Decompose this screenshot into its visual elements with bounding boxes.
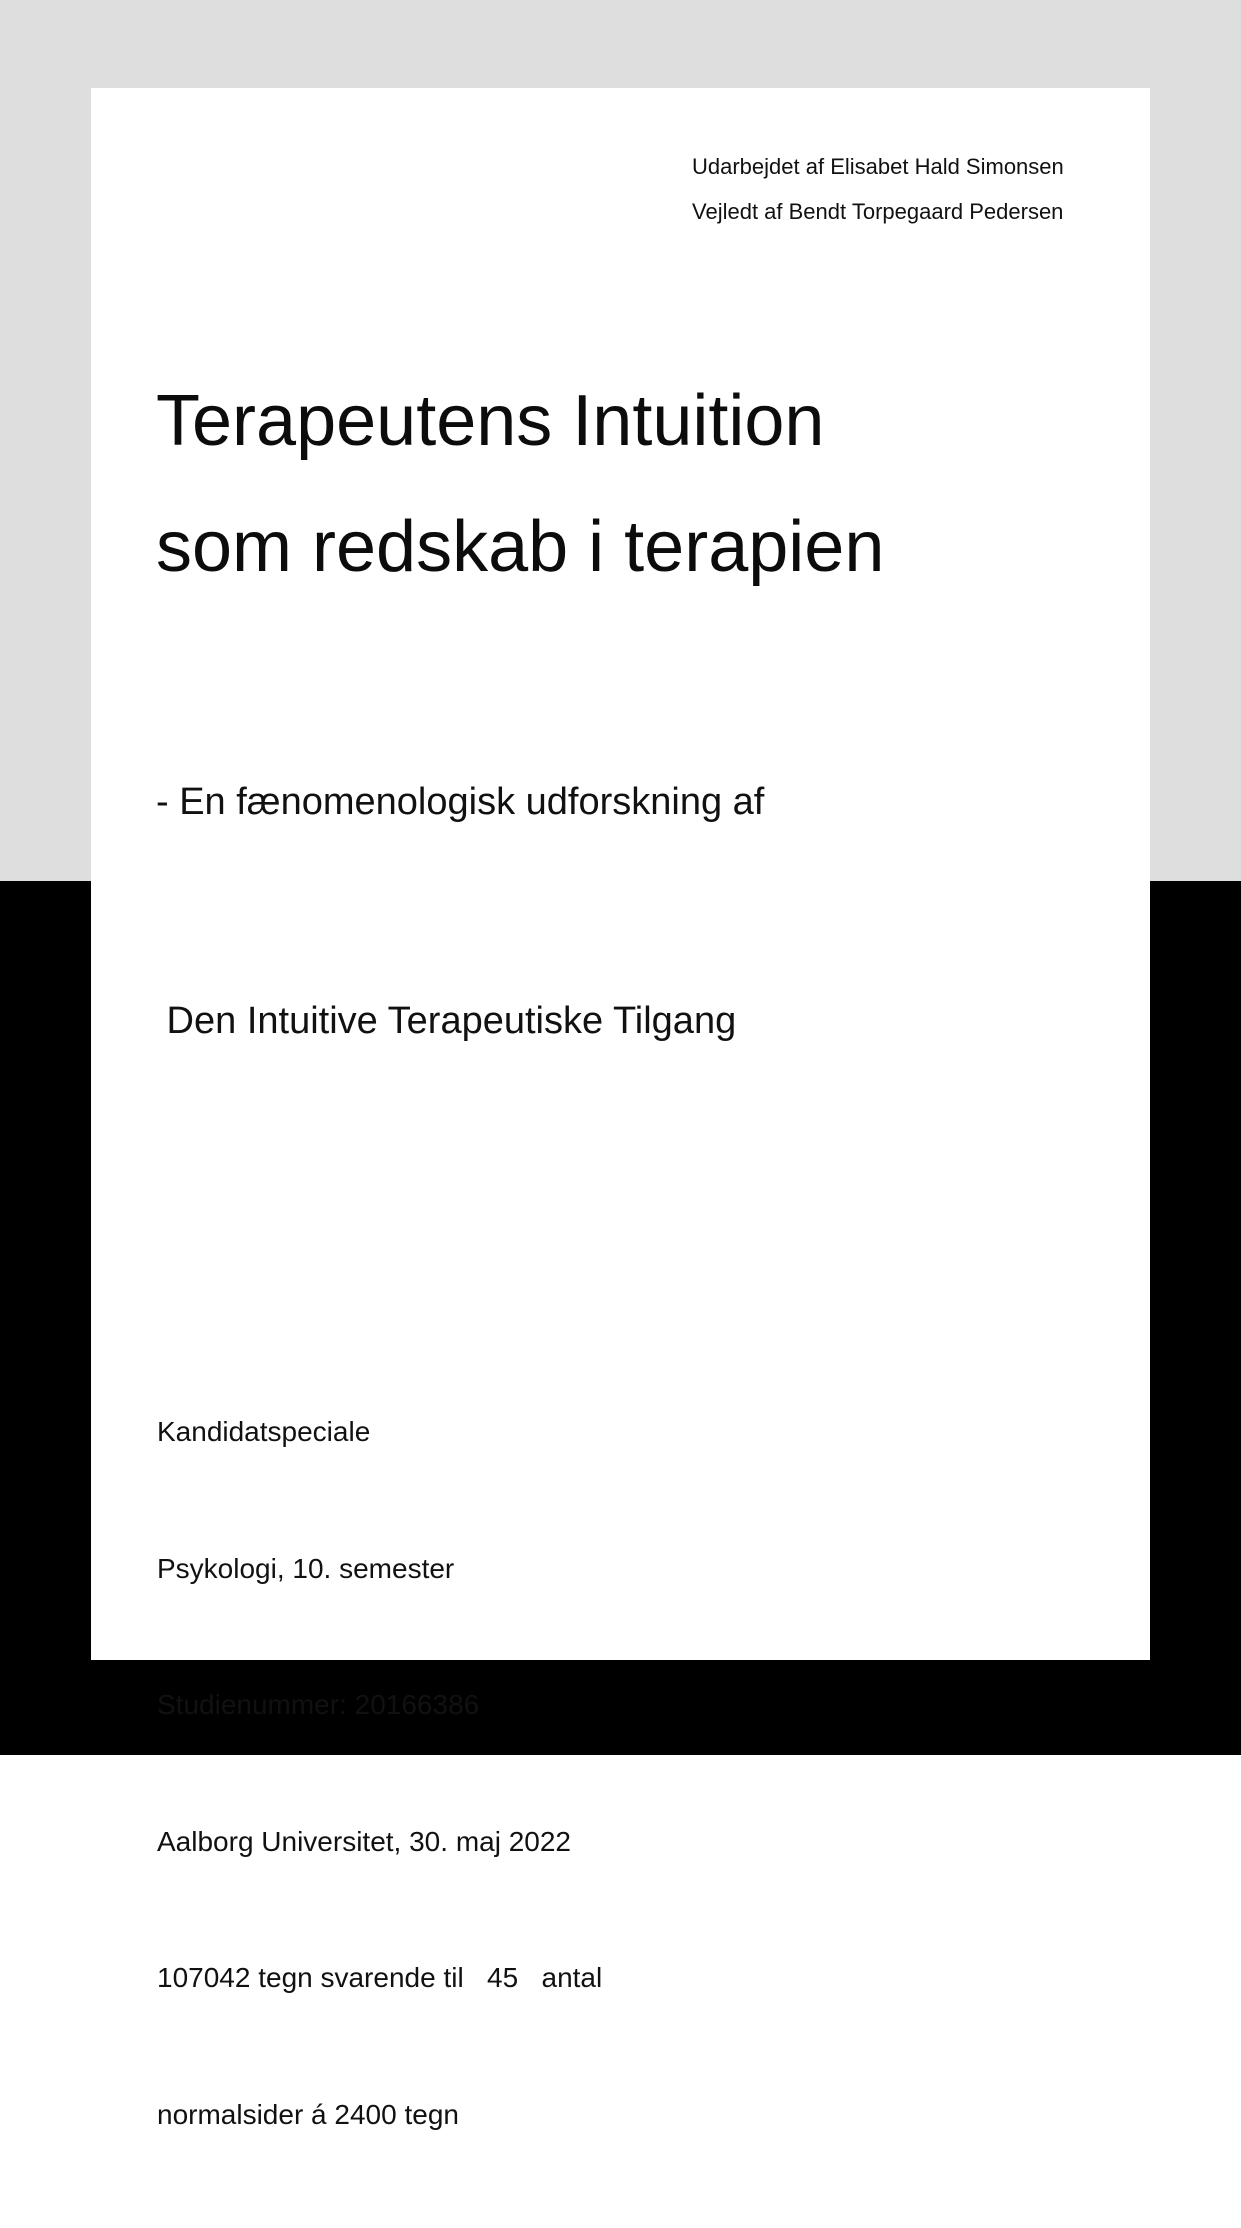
thesis-title bbox=[156, 358, 884, 610]
supervisor-line: Vejledt af Bendt Torpegaard Pedersen bbox=[692, 199, 1064, 224]
thesis-type: Kandidatspeciale bbox=[157, 1416, 371, 1447]
subtitle-line-1: - En fænomenologisk udforskning af bbox=[156, 781, 765, 823]
subtitle-line-2: Den Intuitive Terapeutiske Tilgang bbox=[156, 1000, 737, 1042]
character-count: 107042 tegn svarende til 45 antal bbox=[157, 1962, 603, 1993]
title-line-1: Terapeutens Intuition bbox=[156, 381, 825, 461]
author-line: Udarbejdet af Elisabet Hald Simonsen bbox=[692, 154, 1064, 179]
thesis-info-block bbox=[157, 1318, 602, 2228]
title-line-2: som redskab i terapien bbox=[156, 507, 885, 587]
author-block bbox=[692, 144, 1064, 234]
university-date: Aalborg Universitet, 30. maj 2022 bbox=[157, 1825, 571, 1857]
program-semester: Psykologi, 10. semester bbox=[157, 1552, 455, 1584]
normal-pages: normalsider á 2400 tegn bbox=[157, 2098, 459, 2130]
cover-page bbox=[91, 88, 1150, 2130]
student-number: Studienummer: 20166386 bbox=[157, 1689, 480, 1720]
thesis-subtitle bbox=[156, 620, 764, 1204]
